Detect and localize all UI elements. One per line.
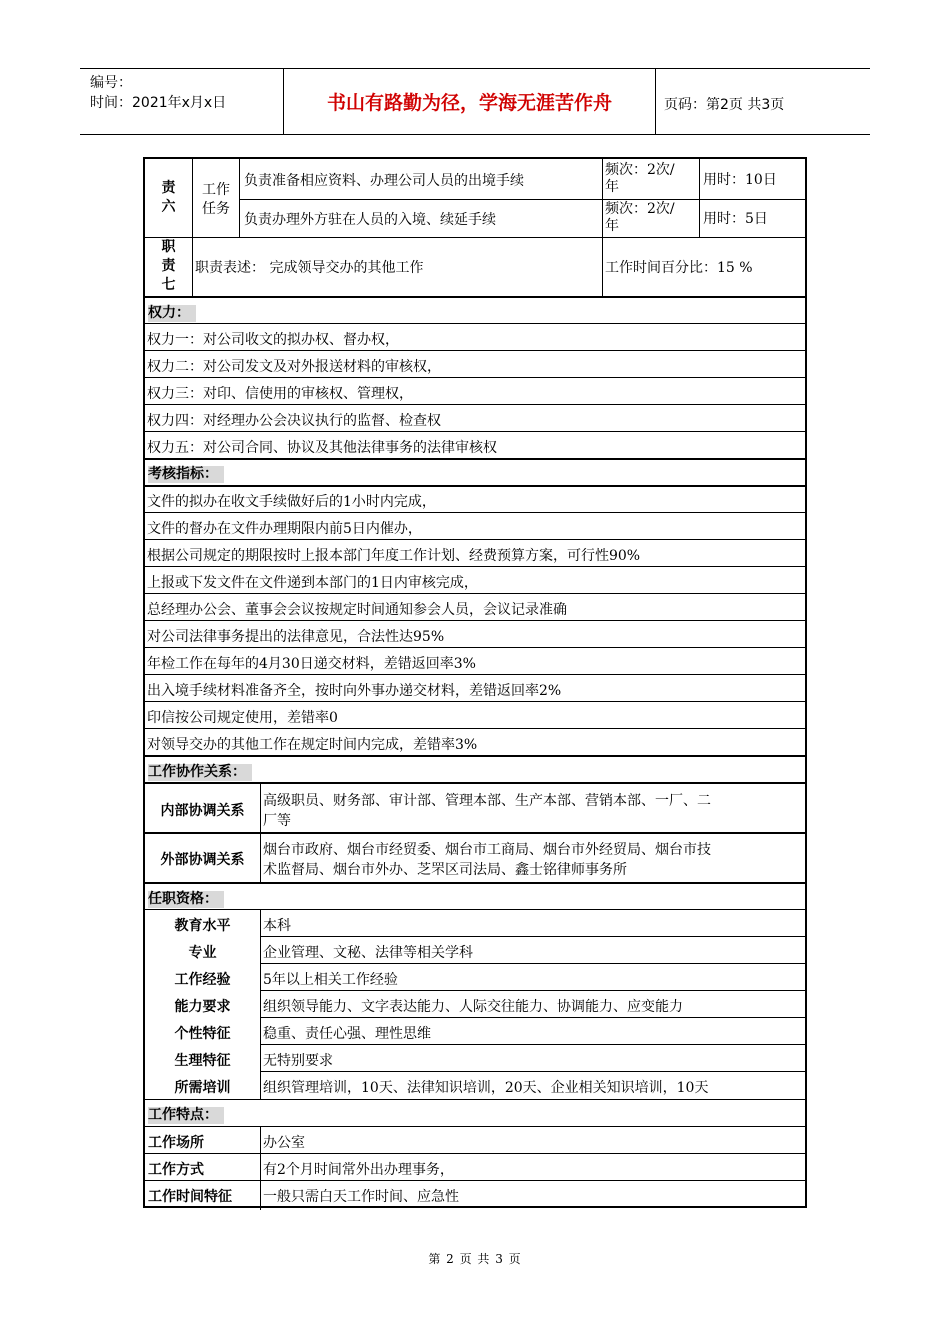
feat-label-place: 工作场所	[148, 1135, 204, 1151]
kpi-item-5: 总经理办公会、董事会会议按规定时间通知参会人员，会议记录准确	[147, 602, 567, 618]
duty6-freq-1: 频次：2次/ 年	[605, 162, 675, 195]
power-item-3: 权力三：对印、信使用的审核权、管理权，	[147, 386, 413, 402]
kpi-item-8: 出入境手续材料准备齐全，按时向外事办递交材料，差错返回率2%	[147, 683, 562, 699]
qual-label-education: 教育水平	[174, 918, 231, 934]
kpi-section-title: 考核指标：	[148, 466, 224, 483]
header-number-label: 编号：	[90, 75, 132, 91]
qual-value-personality: 稳重、责任心强、理性思维	[263, 1026, 431, 1042]
kpi-item-9: 印信按公司规定使用，差错率0	[147, 710, 338, 726]
coop-section-title: 工作协作关系：	[148, 764, 252, 781]
duty6-freq-2: 频次：2次/ 年	[605, 201, 675, 234]
feat-value-mode: 有2个月时间常外出办理事务，	[263, 1162, 454, 1178]
header-divider-right	[655, 68, 656, 135]
job-description-table	[143, 157, 807, 1208]
duty6-label: 责 六	[161, 180, 176, 215]
coop-internal-value: 高级职员、财务部、审计部、管理本部、生产本部、营销本部、一厂、二 厂等	[263, 793, 711, 829]
powers-section-title: 权力：	[148, 305, 196, 322]
qual-value-physical: 无特别要求	[263, 1053, 333, 1069]
qual-label-personality: 个性特征	[174, 1026, 231, 1042]
qual-value-education: 本科	[263, 918, 291, 934]
qual-value-major: 企业管理、文秘、法律等相关学科	[263, 945, 473, 961]
duty6-time-2: 用时：5日	[703, 211, 768, 227]
kpi-item-1: 文件的拟办在收文手续做好后的1小时内完成，	[147, 494, 436, 510]
duty6-task-1: 负责准备相应资料、办理公司人员的出境手续	[244, 173, 524, 189]
header-bottom-rule	[80, 134, 870, 135]
duty6-time-1: 用时：10日	[703, 172, 777, 188]
kpi-item-2: 文件的督办在文件办理期限内前5日内催办，	[147, 521, 422, 537]
page-footer: 第 2 页 共 3 页	[428, 1252, 522, 1266]
feat-label-mode: 工作方式	[148, 1162, 204, 1178]
kpi-item-6: 对公司法律事务提出的法律意见，合法性达95%	[147, 629, 445, 645]
duty6-task-label: 工作 任务	[202, 182, 230, 217]
kpi-item-3: 根据公司规定的期限按时上报本部门年度工作计划、经费预算方案，可行性90%	[147, 548, 641, 564]
kpi-item-7: 年检工作在每年的4月30日递交材料，差错返回率3%	[147, 656, 476, 672]
qual-label-training: 所需培训	[174, 1080, 231, 1096]
duty6-task-2: 负责办理外方驻在人员的入境、续延手续	[244, 212, 496, 228]
qual-value-training: 组织管理培训，10天、法律知识培训，20天、企业相关知识培训，10天	[263, 1080, 709, 1096]
duty7-percent: 工作时间百分比：15 %	[605, 260, 753, 276]
header-top-rule	[80, 68, 870, 69]
qual-label-ability: 能力要求	[174, 999, 231, 1015]
kpi-item-10: 对领导交办的其他工作在规定时间内完成，差错率3%	[147, 737, 478, 753]
coop-internal-label: 内部协调关系	[160, 803, 245, 819]
qual-value-ability: 组织领导能力、文字表达能力、人际交往能力、协调能力、应变能力	[263, 999, 683, 1015]
qual-section-title: 任职资格：	[148, 891, 224, 908]
qual-label-major: 专业	[188, 945, 217, 961]
feat-label-time: 工作时间特征	[148, 1189, 232, 1205]
feat-section-title: 工作特点：	[148, 1107, 224, 1124]
duty7-label: 职 责 七	[161, 239, 176, 293]
header-page-label: 页码：第2页 共3页	[664, 97, 785, 113]
power-item-4: 权力四：对经理办公会决议执行的监督、检查权	[147, 413, 441, 429]
qual-value-experience: 5年以上相关工作经验	[263, 972, 398, 988]
duty7-description: 职责表述： 完成领导交办的其他工作	[195, 260, 424, 276]
power-item-2: 权力二：对公司发文及对外报送材料的审核权，	[147, 359, 441, 375]
coop-external-value: 烟台市政府、烟台市经贸委、烟台市工商局、烟台市外经贸局、烟台市技 术监督局、烟台市外办、芝罘区司法局、鑫士铭律师事务所	[263, 842, 711, 878]
power-item-5: 权力五：对公司合同、协议及其他法律事务的法律审核权	[147, 440, 497, 456]
header-time-label: 时间：2021年x月x日	[90, 95, 227, 111]
kpi-item-4: 上报或下发文件在文件递到本部门的1日内审核完成，	[147, 575, 478, 591]
feat-value-time: 一般只需白天工作时间、应急性	[263, 1189, 459, 1205]
coop-external-label: 外部协调关系	[160, 852, 245, 868]
power-item-1: 权力一：对公司收文的拟办权、督办权，	[147, 332, 399, 348]
qual-label-physical: 生理特征	[174, 1053, 231, 1069]
header-motto: 书山有路勤为径，学海无涯苦作舟	[326, 92, 612, 114]
feat-value-place: 办公室	[263, 1135, 305, 1151]
qual-label-experience: 工作经验	[174, 972, 231, 988]
